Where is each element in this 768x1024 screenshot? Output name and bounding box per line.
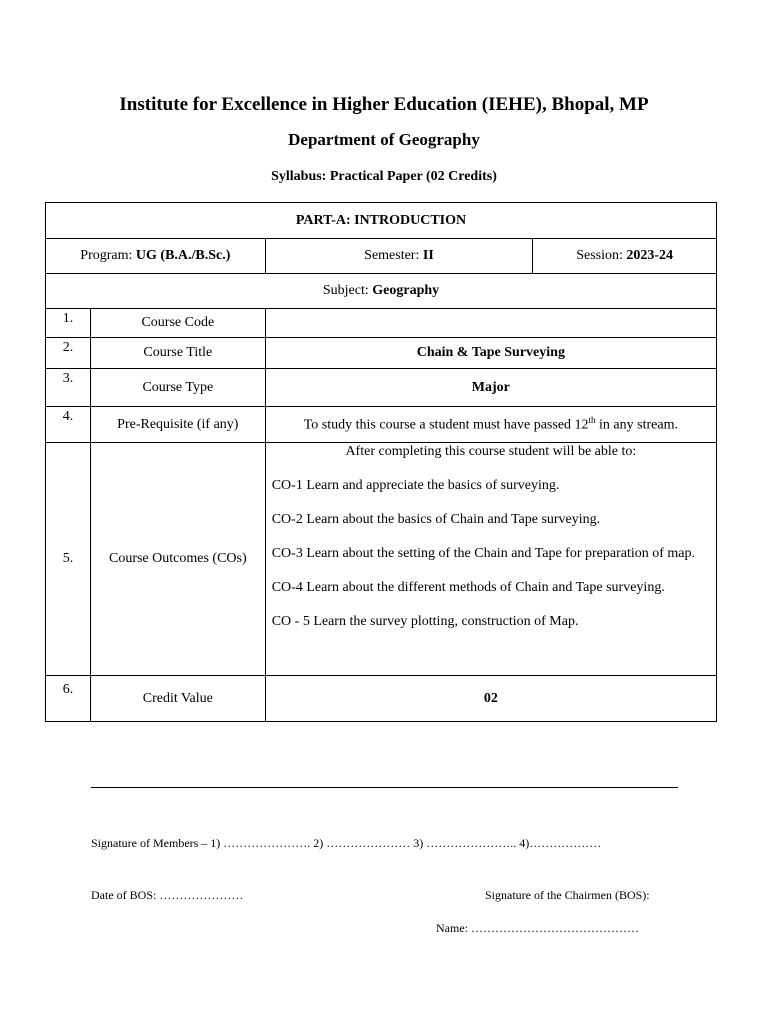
signature-of-members: Signature of Members – 1) …………………. 2) ………………… 3) ………………….. 4)……………… [91,836,602,850]
syllabus-table [45,202,717,722]
row-number: 4. [46,407,91,443]
outcomes-intro: After completing this course student will be able to: [345,444,637,459]
prerequisite-text-end: in any stream. [595,417,678,433]
subject-label: Subject: [322,283,373,298]
course-title-value: Chain & Tape Surveying [265,338,716,369]
department-title: Department of Geography [288,130,480,149]
course-outcomes-cell [265,443,716,676]
table-row [46,338,717,369]
course-code-value [265,309,716,338]
row-label: Pre-Requisite (if any) [90,407,265,443]
row-label: Course Type [90,369,265,407]
subject-row [46,274,717,309]
prerequisite-superscript: th [588,415,596,426]
subject-value: Geography [372,283,440,298]
syllabus-subtitle: Syllabus: Practical Paper (02 Credits) [271,169,497,184]
course-outcome: CO-2 Learn about the basics of Chain and Tape surveying. [271,512,601,527]
table-row [46,407,717,443]
row-number: 6. [46,676,91,722]
row-label: Course Title [90,338,265,369]
session-label: Session: [576,248,627,263]
prerequisite-value [265,407,716,443]
prerequisite-text: To study this course a student must have passed 12 [303,417,589,433]
date-of-bos: Date of BOS: ………………… [91,888,244,902]
row-number: 1. [46,309,91,338]
program-label: Program: [80,248,136,263]
course-outcome: CO-4 Learn about the different methods of Chain and Tape surveying. [271,580,665,595]
program-row [46,239,717,274]
table-row [46,369,717,407]
course-type-value: Major [265,369,716,407]
signature-of-chairmen: Signature of the Chairmen (BOS): [485,888,650,902]
semester-label: Semester: [364,248,423,263]
program-cell [46,239,266,274]
session-cell [533,239,717,274]
row-number: 2. [46,338,91,369]
row-number: 3. [46,369,91,407]
institute-title: Institute for Excellence in Higher Education (IEHE), Bhopal, MP [119,94,649,115]
program-value: UG (B.A./B.Sc.) [135,248,231,263]
chairman-name: Name: …………………………………… [436,921,639,935]
row-label: Course Code [90,309,265,338]
semester-cell [265,239,533,274]
course-outcome: CO - 5 Learn the survey plotting, construction of Map. [271,614,579,629]
table-row [46,443,717,676]
credit-value: 02 [265,676,716,722]
divider-line [91,787,678,788]
course-outcome: CO-1 Learn and appreciate the basics of surveying. [271,478,560,493]
semester-value: II [422,248,434,263]
row-label: Credit Value [90,676,265,722]
table-row [46,676,717,722]
row-number: 5. [46,443,91,676]
row-label: Course Outcomes (COs) [90,443,265,676]
part-title-row [46,203,717,239]
table-row [46,309,717,338]
course-outcome: CO-3 Learn about the setting of the Chain and Tape for preparation of map. [271,546,695,561]
session-value: 2023-24 [626,248,674,263]
part-title: PART-A: INTRODUCTION [46,203,717,239]
subject-cell [46,274,717,309]
